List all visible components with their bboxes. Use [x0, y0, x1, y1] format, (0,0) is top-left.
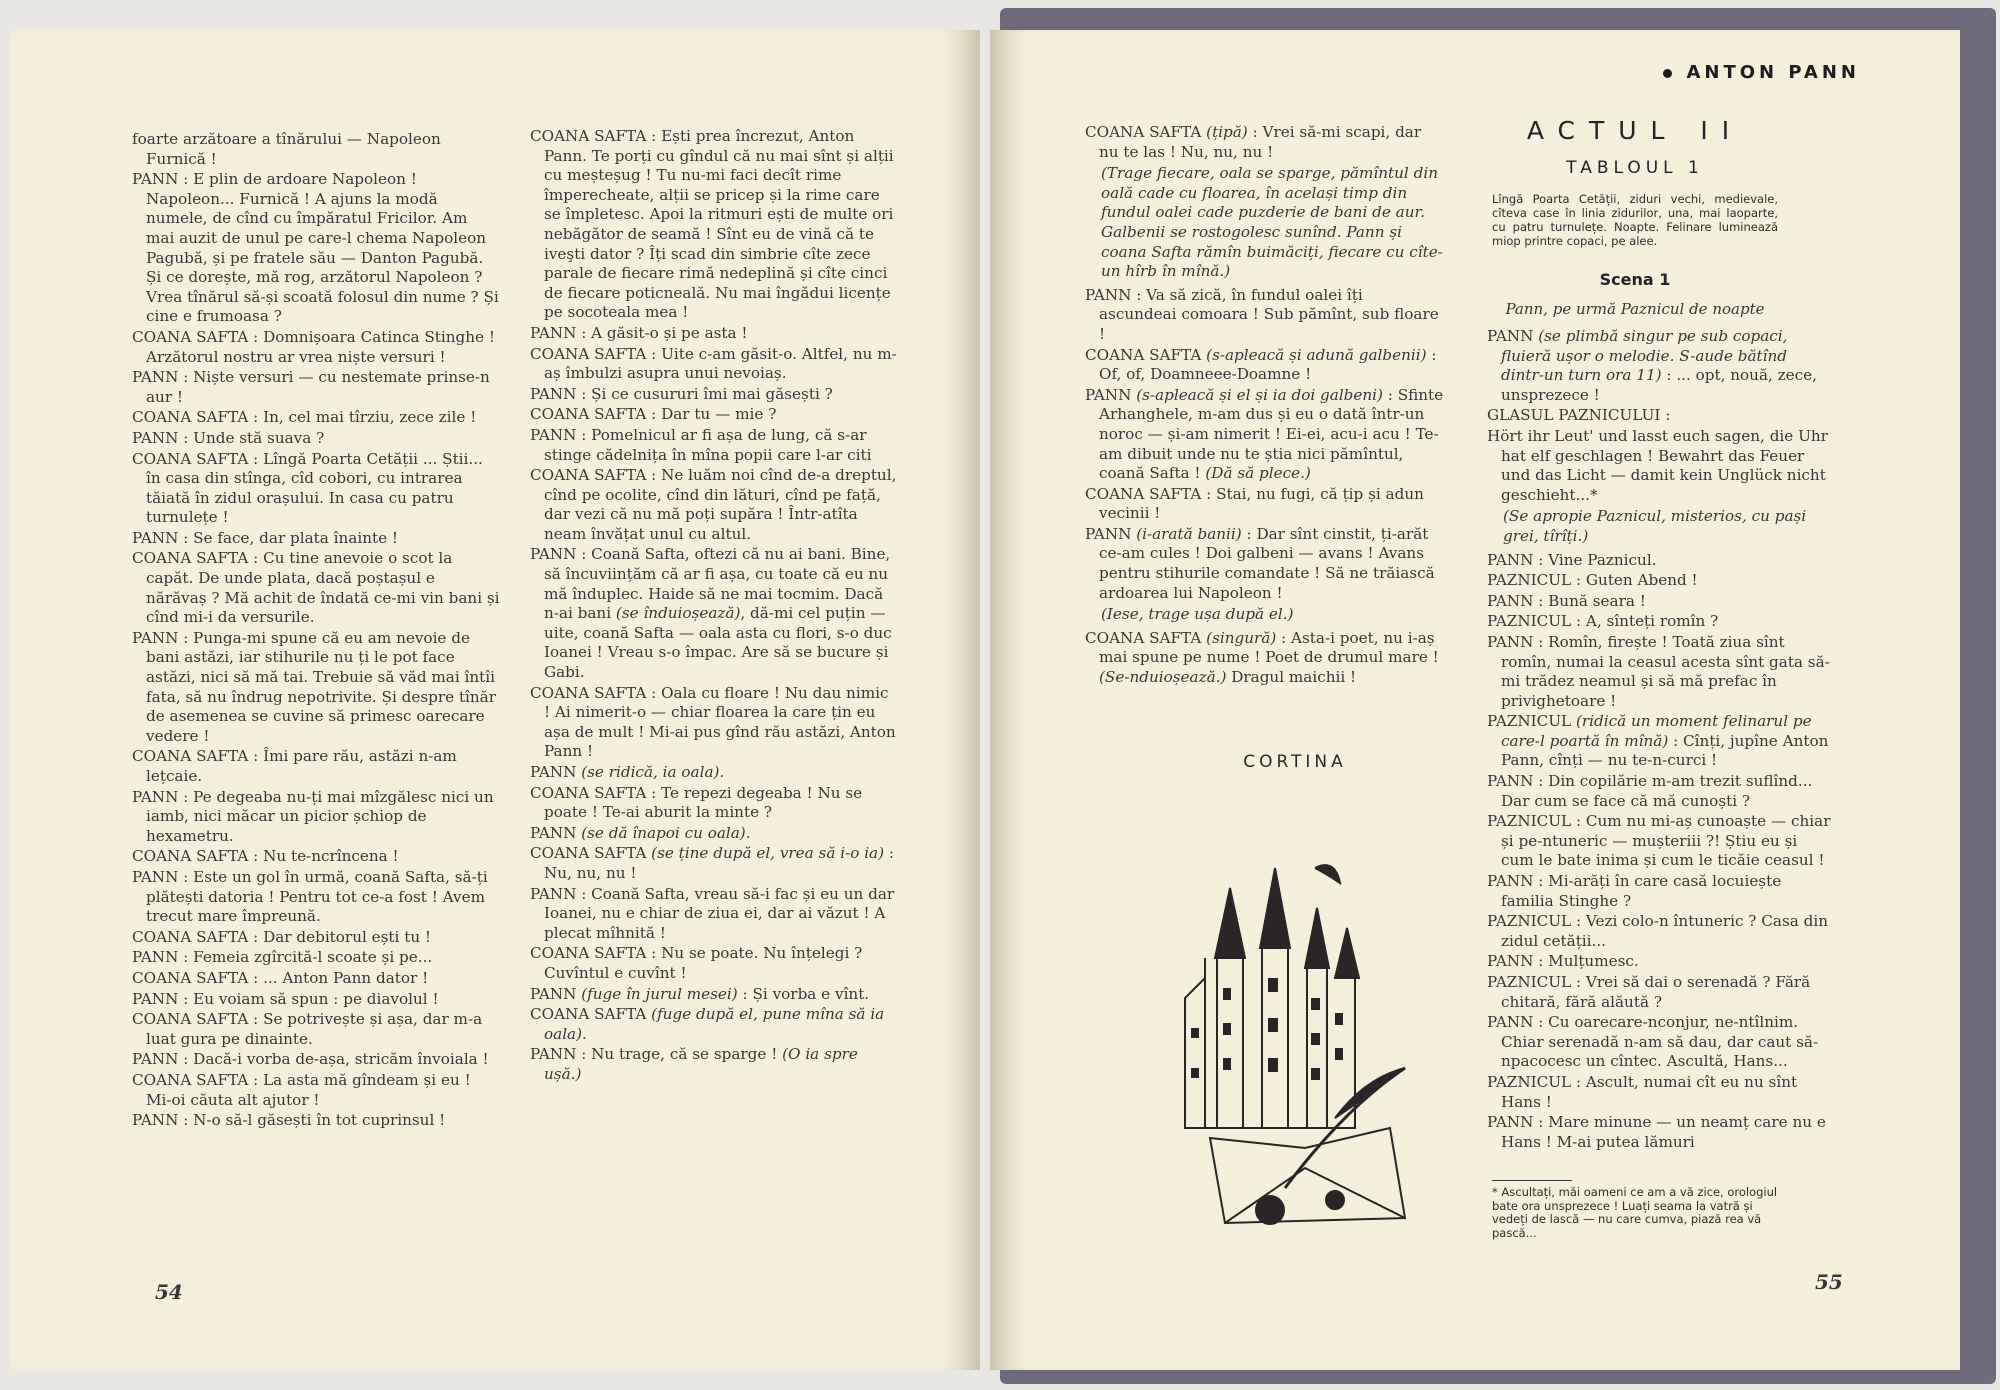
dialogue-text: PANN : Romîn, firește ! Toată ziua sînt romîn, numai la ceasul acesta sînt gata să-mi trădez neamul și să mă prefac în privighetoare !: [1487, 632, 1830, 710]
dialogue-paragraph: [1487, 551, 1831, 571]
dialogue-text: : Vrei să-mi scapi, dar nu te las ! Nu, nu, nu !: [1099, 123, 1422, 161]
dialogue-paragraph: [132, 408, 500, 428]
stage-direction-text: (singură): [1206, 628, 1277, 647]
stage-direction-text: (se ține după el, vrea să i-o ia): [651, 844, 885, 863]
running-header: ANTON PANN: [1663, 62, 1860, 83]
dialogue-text: PANN : Nu trage, că se sparge !: [530, 1045, 783, 1064]
dialogue-paragraph: [132, 130, 500, 169]
dialogue-text: PAZNICUL : Vrei să dai o serenadă ? Fără chitară, fără alăută ?: [1487, 973, 1811, 1011]
stage-direction-text: (fuge după el, pune mîna să ia oala).: [544, 1005, 885, 1043]
dialogue-text: COANA SAFTA : Dar tu — mie ?: [530, 405, 777, 424]
dialogue-paragraph: [132, 170, 500, 327]
dialogue-text: PANN : Mi-arăți în care casă locuiește familia Stinghe ?: [1487, 872, 1782, 910]
dialogue-paragraph: [530, 784, 898, 823]
dialogue-text: PAZNICUL: [1487, 712, 1576, 731]
dialogue-text: GLASUL PAZNICULUI :: [1487, 406, 1671, 425]
dialogue-text: COANA SAFTA : Oala cu floare ! Nu dau nimic ! Ai nimerit-o — chiar floarea la care țin eu așa de mult ! Mi-ai pus gînd rău astăzi, Anton Pann !: [530, 683, 896, 761]
dialogue-text: : ... opt, nouă, zece, unsprezece !: [1501, 366, 1817, 404]
dialogue-text: PANN : Și ce cusururi îmi mai găsești ?: [530, 384, 833, 403]
page-number: 55: [1815, 1270, 1843, 1294]
right-page: [990, 30, 1960, 1370]
dialogue-text: COANA SAFTA : Cu tine anevoie o scot la capăt. De unde plata, dacă poștașul e nărăvaș ? Mă achit de îndată ce-mi vin bani și cînd mi-i da versurile.: [132, 549, 500, 627]
left-page: [10, 30, 980, 1370]
dialogue-paragraph: [1085, 286, 1445, 345]
dialogue-paragraph: [1487, 952, 1831, 972]
dialogue-paragraph: [1487, 1013, 1831, 1072]
dialogue-paragraph: [1487, 592, 1831, 612]
dialogue-text: PANN: [530, 984, 582, 1003]
dialogue-paragraph: [132, 1050, 500, 1070]
dialogue-paragraph: [1085, 525, 1445, 603]
stage-direction-text: (se ridică, ia oala).: [581, 763, 725, 781]
stage-direction-text: (se înduioșează): [615, 604, 741, 623]
dialogue-paragraph: [132, 928, 500, 948]
dialogue-paragraph: [530, 844, 898, 883]
stage-direction-text: (fuge în jurul mesei): [581, 984, 738, 1003]
dialogue-text: COANA SAFTA : Lîngă Poarta Cetății ... Știi... în casa din stînga, cîd cobori, cu intrarea tăiată în zidul orașului. In casa cu patru turnulețe !: [132, 449, 483, 527]
left-column-1: [132, 130, 500, 1132]
dialogue-text: COANA SAFTA : Dar debitorul ești tu !: [132, 927, 432, 946]
dialogue-text: : Dar sînt cinstit, ți-arăt ce-am cules ! Doi galbeni — avans ! Avans pentru stihurile comandate ! Să ne trăiască ardoarea lui Napoleon !: [1099, 524, 1435, 602]
dialogue-paragraph: [530, 405, 898, 425]
dialogue-text: COANA SAFTA : Nu se poate. Nu înțelegi ? Cuvîntul e cuvînt !: [530, 944, 863, 982]
dialogue-paragraph: [1487, 633, 1831, 711]
dialogue-paragraph: [530, 466, 898, 544]
dialogue-paragraph: [1487, 812, 1831, 871]
dialogue-paragraph: [1487, 327, 1831, 405]
dialogue-text: COANA SAFTA: [1085, 628, 1207, 647]
dialogue-paragraph: [1487, 507, 1831, 546]
dialogue-paragraph: [132, 629, 500, 747]
dialogue-paragraph: [132, 990, 500, 1010]
dialogue-text: PANN : Niște versuri — cu nestemate prinse-n aur !: [132, 368, 490, 406]
stage-direction-text: (se plimbă singur pe sub copaci, fluieră ușor o melodie. S-aude bătînd dintr-un turn ora 11): [1501, 327, 1788, 385]
stage-direction-text: (O ia spre ușă.): [544, 1045, 858, 1083]
right-column-1: [1085, 123, 1445, 689]
dialogue-paragraph: [1487, 1073, 1831, 1112]
dialogue-text: PANN: [530, 823, 582, 842]
dialogue-text: PANN: [530, 763, 582, 781]
left-column-2: [530, 127, 898, 1086]
stage-direction-text: (s-apleacă și el și ia doi galbeni): [1136, 385, 1383, 404]
dialogue-paragraph: [132, 529, 500, 549]
dialogue-text: COANA SAFTA : In, cel mai tîrziu, zece zile !: [132, 408, 477, 427]
dialogue-text: foarte arzătoare a tînărului — Napoleon Furnică !: [132, 130, 441, 168]
page-number: 54: [155, 1280, 183, 1304]
dialogue-text: : Cînți, jupîne Anton Pann, cînți — nu te-n-curci !: [1501, 731, 1829, 770]
stage-direction-text: (Se-nduioșează.): [1099, 668, 1227, 687]
dialogue-text: : Nu, nu, nu !: [544, 844, 894, 882]
dialogue-text: PANN : Eu voiam să spun : pe diavolul !: [132, 989, 439, 1008]
dialogue-text: , dă-mi cel puțin — uite, coană Safta — oala asta cu flori, s-o duc Ioanei ! Vreau s-o împac. Are să se bucure și Gabi.: [544, 604, 892, 682]
dialogue-text: : Asta-i poet, nu i-aș mai spune pe nume ! Poet de drumul mare !: [1099, 628, 1439, 667]
dialogue-paragraph: [132, 1010, 500, 1049]
dialogue-text: PANN : Cu oarecare-nconjur, ne-ntîlnim. Chiar serenadă n-am să dau, dar caut să-npacocesc un cîntec. Ascultă, Hans...: [1487, 1013, 1819, 1071]
dialogue-text: PANN : Vine Paznicul.: [1487, 550, 1657, 569]
dialogue-text: COANA SAFTA : Uite c-am găsit-o. Altfel, nu m-aș îmbulzi asupra unui nevoiaș.: [530, 344, 897, 383]
dialogue-text: PANN : Coană Safta, vreau să-i fac și eu un dar Ioanei, nu e chiar de ziua ei, dar ai văzut ! A plecat mîhnită !: [530, 884, 895, 942]
dialogue-text: COANA SAFTA : Te repezi degeaba ! Nu se poate ! Te-ai aburit la minte ?: [530, 783, 863, 822]
dialogue-text: COANA SAFTA: [530, 1005, 652, 1024]
dialogue-text: (Trage fiecare, oala se sparge, pămîntul din oală cade cu floarea, în același timp din fundul oalei cade puzderie de bani de aur. Galbenii se rostogolesc sunînd. Pann și coana Safta rămîn buimăciți, fiecare cu cîte-un hîrb în mînă.): [1101, 164, 1443, 281]
dialogue-text: PANN : Dacă-i vorba de-așa, stricăm învoiala !: [132, 1050, 489, 1069]
dialogue-paragraph: [132, 1111, 500, 1131]
dialogue-text: PAZNICUL : A, sînteți romîn ?: [1487, 612, 1719, 631]
dialogue-text: : Sfinte Arhanghele, m-am dus și eu o dată într-un noroc — și-am nimerit ! Ei-ei, acu-i acu ! Te-am dibuit unde nu te știa nici pămîntul, coană Safta !: [1099, 385, 1444, 483]
dialogue-paragraph: [132, 429, 500, 449]
castle-quill-illustration: [1165, 828, 1425, 1238]
footnote-divider: [1492, 1180, 1572, 1181]
stage-direction-text: (i-arată banii): [1136, 524, 1242, 543]
dialogue-paragraph: [530, 324, 898, 344]
dialogue-text: COANA SAFTA : Domnișoara Catinca Stinghe ! Arzătorul nostru ar vrea niște versuri !: [132, 327, 495, 366]
dialogue-text: PANN : Pomelnicul ar fi așa de lung, că s-ar stinge cădelnița în mîna popii care l-ar citi: [530, 425, 872, 464]
dialogue-paragraph: [132, 788, 500, 847]
dialogue-paragraph: [530, 885, 898, 944]
footnote: * Ascultați, măi oameni ce am a vă zice, orologiul bate ora unsprezece ! Luați seama la vatră și vedeți de lască — nu care cumva, piază rea vă pască...: [1492, 1185, 1778, 1240]
dialogue-text: PANN: [1487, 327, 1539, 345]
dialogue-paragraph: [530, 385, 898, 405]
dialogue-paragraph: [1487, 1113, 1831, 1152]
dialogue-text: PANN : Mulțumesc.: [1487, 952, 1639, 971]
dialogue-text: COANA SAFTA : Stai, nu fugi, că țip și adun vecinii !: [1085, 484, 1424, 523]
dialogue-paragraph: [530, 345, 898, 384]
dialogue-text: COANA SAFTA : Nu te-ncrîncena !: [132, 847, 399, 866]
dialogue-paragraph: [1085, 629, 1445, 688]
dialogue-text: PAZNICUL : Cum nu mi-aș cunoaște — chiar și pe-ntuneric — mușteriii ?! Știu eu și cum le bate inima și cum le ticăie ceasul !: [1487, 812, 1831, 870]
dialogue-text: PANN: [1085, 385, 1137, 404]
dialogue-paragraph: [1085, 123, 1445, 162]
right-column-2: [1487, 327, 1831, 1153]
dialogue-paragraph: [530, 944, 898, 983]
dialogue-text: PANN : Unde stă suava ?: [132, 428, 325, 447]
dialogue-paragraph: [1487, 427, 1831, 505]
act-title: ACTUL II: [1526, 116, 1744, 145]
stage-direction-text: (țipă): [1206, 123, 1248, 141]
dialogue-text: Dragul maichii !: [1226, 668, 1357, 687]
dialogue-paragraph: [1085, 605, 1445, 625]
dialogue-text: PANN : A găsit-o și pe asta !: [530, 323, 748, 342]
dialogue-text: Hört ihr Leut' und lasst euch sagen, die Uhr hat elf geschlagen ! Bewahrt das Feuer und das Licht — damit kein Unglück nicht geschieht...*: [1487, 426, 1828, 504]
dialogue-paragraph: [1487, 912, 1831, 951]
dialogue-paragraph: [1487, 712, 1831, 771]
dialogue-paragraph: [530, 985, 898, 1005]
dialogue-paragraph: [530, 684, 898, 762]
dialogue-text: COANA SAFTA : ... Anton Pann dator !: [132, 968, 429, 987]
scene-characters: Pann, pe urmă Paznicul de noapte: [1505, 300, 1765, 318]
dialogue-text: PANN : N-o să-l găsești în tot cuprinsul !: [132, 1111, 446, 1130]
dialogue-text: PANN : Mare minune — un neamț care nu e Hans ! M-ai putea lămuri: [1487, 1113, 1826, 1151]
dialogue-text: PANN : Este un gol în urmă, coană Safta, să-ți plătești datoria ! Pentru tot ce-a fost ! Avem trecut mare împreună.: [132, 867, 488, 926]
dialogue-paragraph: [1487, 571, 1831, 591]
stage-direction-text: (Dă să plece.): [1205, 464, 1311, 483]
dialogue-paragraph: [1487, 612, 1831, 632]
dialogue-text: COANA SAFTA : Îmi pare rău, astăzi n-am lețcaie.: [132, 747, 457, 785]
dialogue-paragraph: [1487, 973, 1831, 1012]
tablou-title: TABLOUL 1: [1566, 158, 1704, 178]
dialogue-paragraph: [1085, 346, 1445, 385]
dialogue-paragraph: [530, 763, 898, 783]
dialogue-text: (Se apropie Paznicul, misterios, cu pași grei, tîrîți.): [1503, 507, 1807, 545]
dialogue-paragraph: [530, 127, 898, 323]
dialogue-paragraph: [530, 824, 898, 844]
dialogue-paragraph: [132, 450, 500, 528]
dialogue-text: PANN: [1085, 524, 1137, 543]
dialogue-paragraph: [132, 368, 500, 407]
stage-direction-text: (se dă înapoi cu oala).: [581, 823, 751, 842]
dialogue-paragraph: [132, 969, 500, 989]
dialogue-text: COANA SAFTA: [1085, 345, 1207, 364]
dialogue-text: PANN : Va să zică, în fundul oalei îți ascundeai comoara ! Sub pămînt, sub floare !: [1085, 285, 1439, 343]
dialogue-text: : Și vorba e vînt.: [737, 984, 870, 1003]
dialogue-text: PANN : Din copilărie m-am trezit suflînd... Dar cum se face că mă cunoști ?: [1487, 772, 1813, 810]
dialogue-paragraph: [530, 426, 898, 465]
dialogue-paragraph: [530, 1045, 898, 1084]
dialogue-paragraph: [530, 545, 898, 682]
scene-title: Scena 1: [1599, 270, 1671, 289]
dialogue-text: PANN : Punga-mi spune că eu am nevoie de bani astăzi, iar stihurile nu ți le pot face astăzi, nici să mă tai. Trebuie să văd mai întîi fata, să nu îndrug nepotrivite. Și despre tînăr de asemenea se cuvine să primesc oarecare vedere !: [132, 628, 496, 745]
dialogue-text: PANN : Femeia zgîrcită-l scoate și pe...: [132, 948, 433, 967]
dialogue-text: PANN : Bună seara !: [1487, 591, 1646, 610]
dialogue-text: PANN : Se face, dar plata înainte !: [132, 528, 399, 547]
dialogue-paragraph: [1487, 406, 1831, 426]
stage-direction-text: (ridică un moment felinarul pe care-l poartă în mînă): [1501, 712, 1812, 750]
curtain-label: CORTINA: [1243, 752, 1347, 772]
dialogue-text: COANA SAFTA: [530, 844, 652, 863]
dialogue-text: COANA SAFTA : Se potrivește și așa, dar m-a luat gura pe dinainte.: [132, 1010, 483, 1048]
dialogue-text: COANA SAFTA : Ne luăm noi cînd de-a dreptul, cînd pe ocolite, cînd din lături, cînd pe față, dar vezi că nu mă poți supăra ! Într-atîta neam învățat unul cu altul.: [530, 466, 897, 543]
dialogue-paragraph: [1487, 872, 1831, 911]
dialogue-paragraph: [1085, 164, 1445, 282]
dialogue-text: (Iese, trage ușa după el.): [1101, 605, 1294, 624]
dialogue-paragraph: [132, 747, 500, 786]
dialogue-text: PANN : E plin de ardoare Napoleon ! Napoleon... Furnică ! A ajuns la modă numele, de cînd cu împăratul Fricilor. Am mai auzit de unul pe care-l chema Napoleon Pagubă, și pe fratele său — Danton Pagubă. Și ce dorește, mă rog, arzătorul Napoleon ? Vrea tînărul să-și scoată folosul din nume ? Și cine e frumoasa ?: [132, 170, 499, 326]
dialogue-paragraph: [1085, 386, 1445, 484]
dialogue-paragraph: [132, 1071, 500, 1110]
dialogue-paragraph: [132, 948, 500, 968]
dialogue-text: PAZNICUL : Ascult, numai cît eu nu sînt Hans !: [1487, 1072, 1798, 1111]
dialogue-text: : Of, of, Doamneee-Doamne !: [1099, 345, 1437, 384]
dialogue-paragraph: [1487, 772, 1831, 811]
stage-direction-text: (s-apleacă și adună galbenii): [1206, 345, 1427, 364]
dialogue-text: PANN : Pe degeaba nu-ți mai mîzgălesc nici un iamb, nici măcar un picior șchiop de hexametru.: [132, 787, 494, 845]
dialogue-paragraph: [132, 328, 500, 367]
dialogue-text: COANA SAFTA : La asta mă gîndeam și eu ! Mi-oi căuta alt ajutor !: [132, 1070, 471, 1109]
dialogue-paragraph: [132, 847, 500, 867]
dialogue-text: COANA SAFTA : Ești prea încrezut, Anton Pann. Te porți cu gîndul că nu mai sînt și alții cu meșteșug ! Tu nu-mi faci decît rime împerecheate, alții se pricep și la rime care se împletesc. Apoi la ritmuri ești de multe ori nebăgător de seamă ! Sînt eu de vină că te iveşti dator ? Îți scad din simbrie cîte zece parale de fiecare rimă nedeplină și cîte cinci de fiecare poticneală. Nu mai îngădui licențe pe socoteala mea !: [530, 127, 894, 322]
stage-setting: Lîngă Poarta Cetății, ziduri vechi, medievale, cîteva case în linia zidurilor, una, mai laoparte, cu patru turnulețe. Noapte. Felinare luminează miop printre copaci, pe alee.: [1492, 192, 1778, 248]
dialogue-paragraph: [132, 549, 500, 627]
dialogue-paragraph: [530, 1005, 898, 1044]
dialogue-text: COANA SAFTA: [1085, 123, 1207, 141]
dialogue-text: PAZNICUL : Guten Abend !: [1487, 571, 1698, 590]
dialogue-text: PANN : Coană Safta, oftezi că nu ai bani. Bine, să încuviințăm că ar fi așa, cu toate că eu nu mă înduplec. Haide să ne mai tocmim. Dacă n-ai bani: [530, 545, 891, 623]
dialogue-paragraph: [1085, 485, 1445, 524]
dialogue-text: PAZNICUL : Vezi colo-n întuneric ? Casa din zidul cetății...: [1487, 912, 1828, 950]
dialogue-paragraph: [132, 868, 500, 927]
